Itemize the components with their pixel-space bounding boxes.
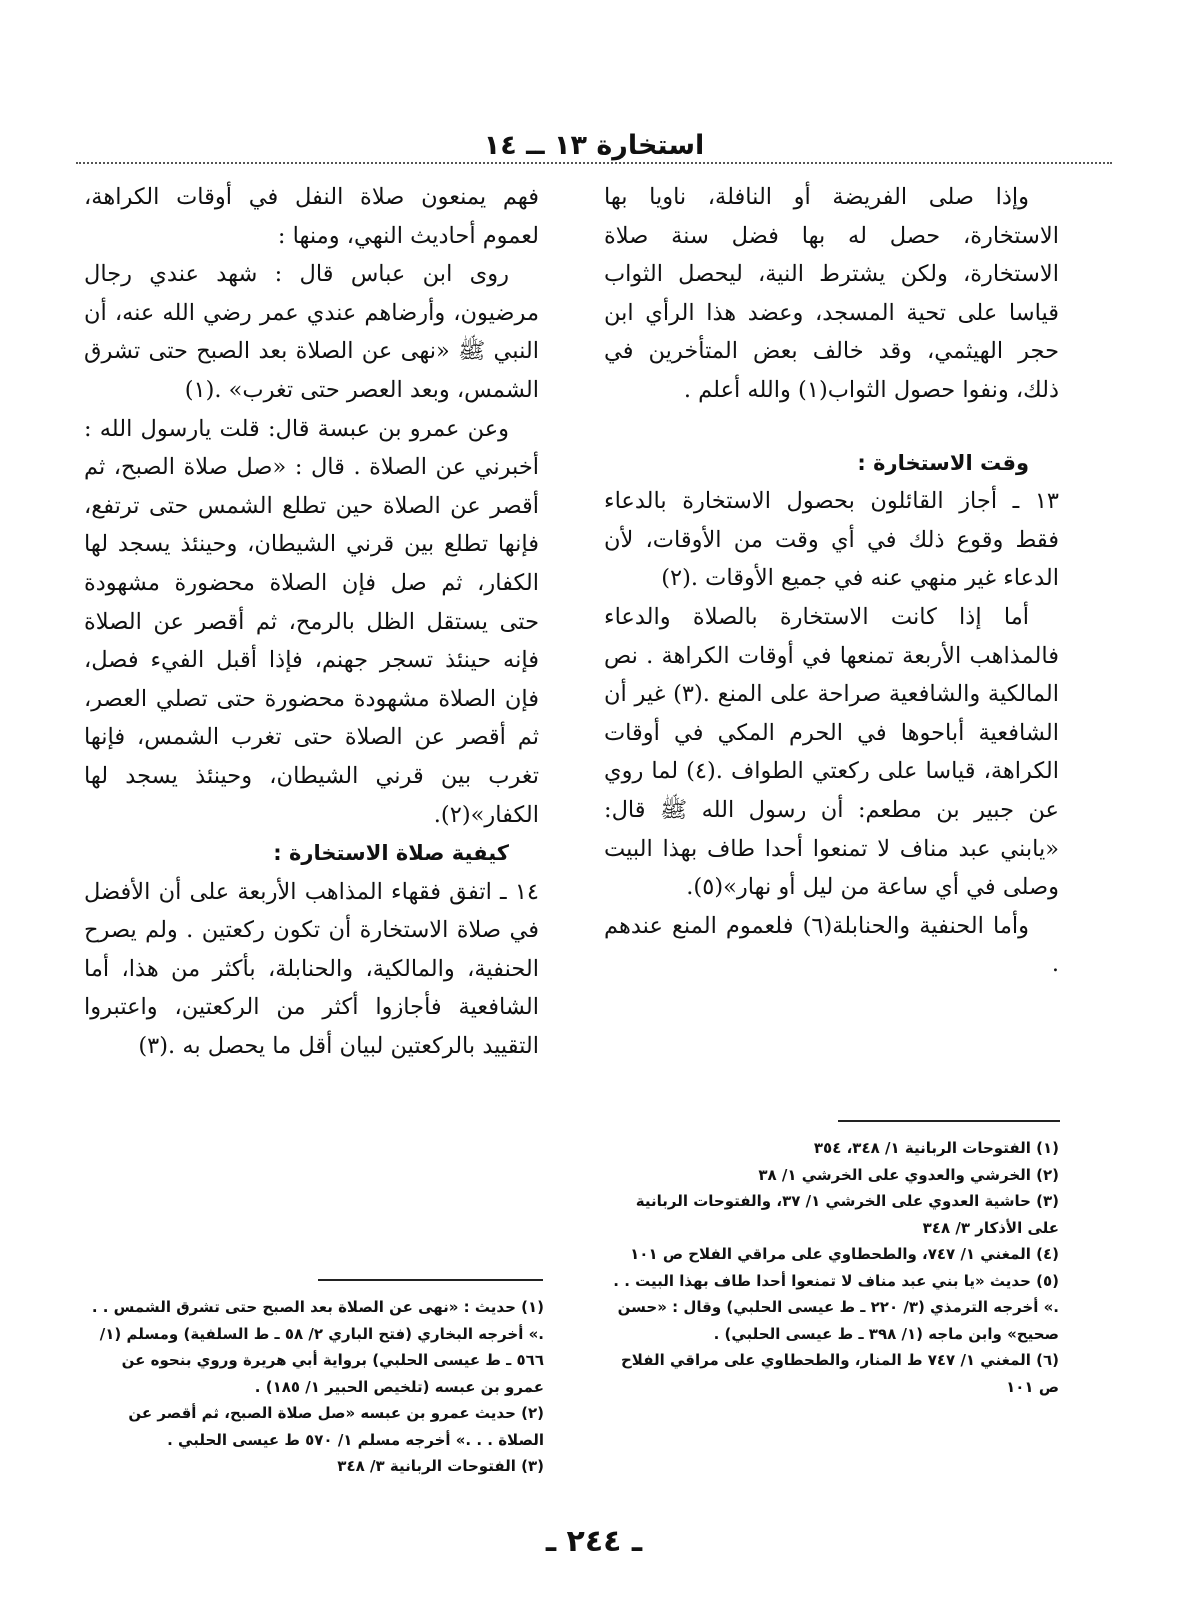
paragraph: وإذا صلى الفريضة أو النافلة، ناويا بها الاستخارة، حصل له بها فضل سنة صلاة الاستخارة، ولكن يشترط النية، ليحصل الثواب قياسا على تحية المسجد، وعضد هذا الرأي ابن حجر الهيثمي، وقد خالف بعض المتأخرين في ذلك، ونفوا حصول الثواب(١) والله أعلم . <box>604 184 1059 403</box>
paragraph: وأما الحنفية والحنابلة(٦) فلعموم المنع عندهم . <box>604 912 1059 978</box>
footnote: (٦) المغني ١/ ٧٤٧ ط المنار، والطحطاوي على مراقي الفلاح ص ١٠١ <box>621 1351 1059 1396</box>
footnote-divider-left <box>318 1279 543 1281</box>
running-header: استخارة ١٣ ــ ١٤ <box>483 130 705 161</box>
footnote: (٣) الفتوحات الربانية ٣/ ٣٤٨ <box>337 1457 544 1475</box>
spacer <box>604 410 1059 444</box>
footnote: (٣) حاشية العدوي على الخرشي ١/ ٣٧، والفتوحات الربانية على الأذكار ٣/ ٣٤٨ <box>635 1192 1059 1237</box>
paragraph: ١٣ ـ أجاز القائلون بحصول الاستخارة بالدعاء فقط وقوع ذلك في أي وقت من الأوقات، لأن الدعاء غير منهي عنه في جميع الأوقات .(٢) <box>604 488 1059 592</box>
footnote: (١) الفتوحات الربانية ١/ ٣٤٨، ٣٥٤ <box>813 1139 1059 1157</box>
footnote: (٢) حديث عمرو بن عبسه «صل صلاة الصبح، ثم أقصر عن الصلاة . . .» أخرجه مسلم ١/ ٥٧٠ ط عيسى الحلبي . <box>128 1404 544 1449</box>
paragraph: ١٤ ـ اتفق فقهاء المذاهب الأربعة على أن الأفضل في صلاة الاستخارة أن تكون ركعتين . ولم يصرح الحنفية، والمالكية، والحنابلة، بأكثر من هذا، أما الشافعية فأجازوا أكثر من الركعتين، واعتبروا التقييد بالركعتين لبيان أقل ما يحصل به .(٣) <box>84 878 539 1060</box>
footnote: (٥) حديث «يا بني عبد مناف لا تمنعوا أحدا طاف بهذا البيت . . .» أخرجه الترمذي (٣/ ٢٢٠ ـ ط عيسى الحلبي) وقال : «حسن صحيح» وابن ماجه (١/ ٣٩٨ ـ ط عيسى الحلبي) . <box>613 1271 1059 1343</box>
page-number: ـ ٢٤٤ ـ <box>545 1524 643 1559</box>
right-column <box>604 178 1059 984</box>
paragraph: وعن عمرو بن عبسة قال: قلت يارسول الله : أخبرني عن الصلاة . قال : «صل صلاة الصبح، ثم أقصر عن الصلاة حين تطلع الشمس حتى ترتفع، فإنها تطلع بين قرني الشيطان، وحينئذ يسجد لها الكفار، ثم صل فإن الصلاة محضورة مشهودة حتى يستقل الظل بالرمح، ثم أقصر عن الصلاة فإنه حينئذ تسجر جهنم، فإذا أقبل الفيء فصل، فإن الصلاة مشهودة محضورة حتى تصلي العصر، ثم أقصر عن الصلاة حتى تغرب الشمس، فإنها تغرب بين قرني الشيطان، وحينئذ يسجد لها الكفار»(٢). <box>84 415 539 828</box>
paragraph: أما إذا كانت الاستخارة بالصلاة والدعاء فالمذاهب الأربعة تمنعها في أوقات الكراهة . نص المالكية والشافعية صراحة على المنع .(٣) غير أن الشافعية أباحوها في الحرم المكي في أوقات الكراهة، قياسا على ركعتي الطواف .(٤) لما روي عن جبير بن مطعم: أن رسول الله ﷺ قال: «يابني عبد مناف لا تمنعوا أحدا طاف بهذا البيت وصلى في أي ساعة من ليل أو نهار»(٥). <box>604 603 1060 901</box>
footnote: (٢) الخرشي والعدوي على الخرشي ١/ ٣٨ <box>758 1165 1059 1184</box>
footnote: (٤) المغني ١/ ٧٤٧، والطحطاوي على مراقي الفلاح ص ١٠١ <box>630 1245 1059 1263</box>
footnotes-right <box>604 1135 1059 1400</box>
section-heading-timing: وقت الاستخارة : <box>857 450 1029 475</box>
header-dotted-rule <box>76 162 1112 164</box>
footnotes-left <box>84 1294 544 1480</box>
paragraph: فهم يمنعون صلاة النفل في أوقات الكراهة، لعموم أحاديث النهي، ومنها : <box>84 184 539 249</box>
footnote-divider-right <box>838 1120 1060 1122</box>
footnote: (١) حديث : «نهى عن الصلاة بعد الصبح حتى تشرق الشمس . . .» أخرجه البخاري (فتح الباري ٢/ ٥٨ ـ ط السلفية) ومسلم (١/ ٥٦٦ ـ ط عيسى الحلبي) برواية أبي هريرة وروي بنحوه عن عمرو بن عبسه (تلخيص الحبير ١/ ١٨٥) . <box>91 1298 544 1396</box>
left-column <box>84 178 539 1066</box>
paragraph: روى ابن عباس قال : شهد عندي رجال مرضيون، وأرضاهم عندي عمر رضي الله عنه، أن النبي ﷺ «نهى عن الصلاة بعد الصبح حتى تشرق الشمس، وبعد العصر حتى تغرب» .(١) <box>84 261 539 403</box>
section-heading-method: كيفية صلاة الاستخارة : <box>273 841 509 866</box>
